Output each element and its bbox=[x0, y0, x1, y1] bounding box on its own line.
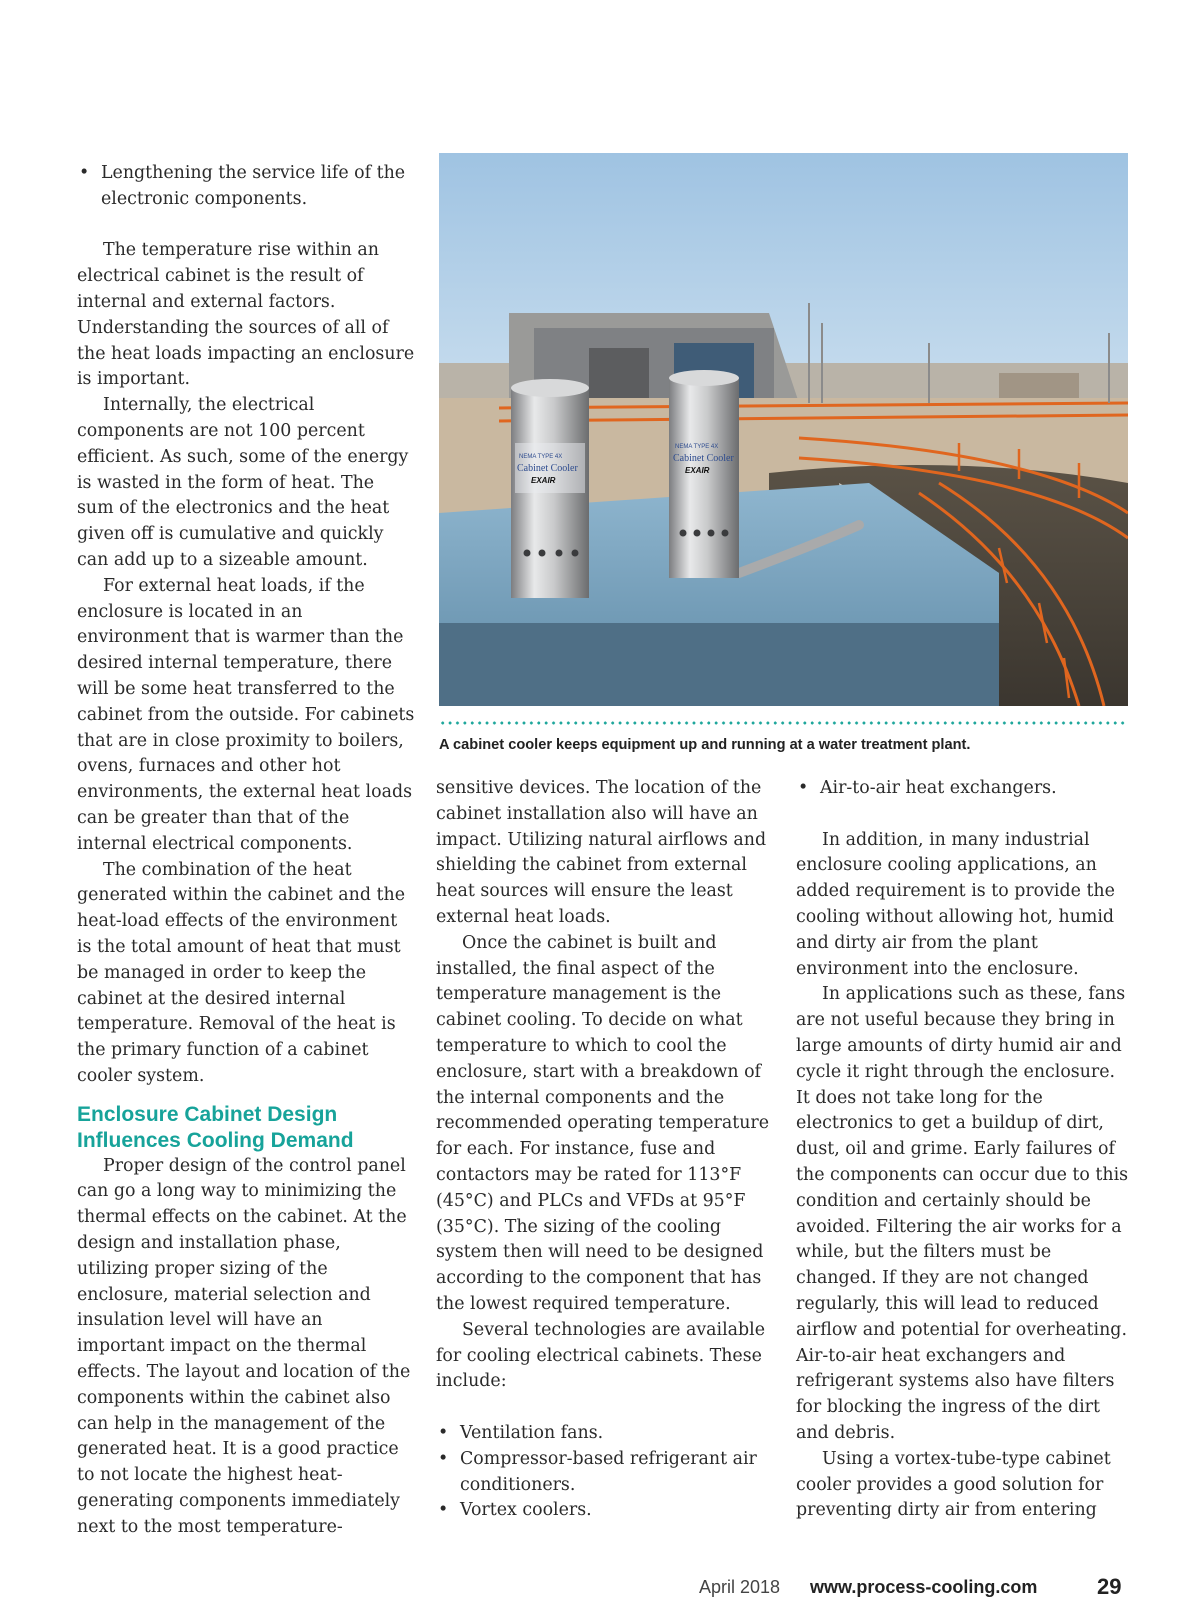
website-link[interactable]: www.process-cooling.com bbox=[810, 1577, 1038, 1597]
paragraph: Using a vortex-tube-type cabinet cooler provides a good solution for preventing dirty air from entering bbox=[796, 1448, 1111, 1521]
section-heading: Enclosure Cabinet Design Influences Cooling Demand bbox=[77, 1102, 354, 1152]
paragraph: sensitive devices. The location of the cabinet installation also will have an impact. Utilizing natural airflows and shielding the cabinet from external heat sources will ensure the least external heat loads. bbox=[436, 778, 767, 927]
paragraph: Internally, the electrical components are not 100 percent efficient. As such, some of the energy is wasted in the form of heat. The sum of the electronics and the heat given off is cumulative and quickly can add up to a sizeable amount. bbox=[77, 395, 409, 570]
paragraph: Proper design of the control panel can go a long way to minimizing the thermal effects on the cabinet. At the design and installation phase, utilizing proper sizing of the enclosure, material selection and insulation level will have an important impact on the thermal effects. The layout and location of the components within the cabinet also can help in the management of the generated heat. It is a good practice to not locate the highest heat-generating components immediately next to the most temperature- bbox=[77, 1155, 411, 1537]
bullet-item: • Vortex coolers. bbox=[436, 1498, 776, 1524]
column-3 bbox=[796, 776, 1132, 1524]
bullet-item: • Compressor-based refrigerant air conditioners. bbox=[438, 1448, 757, 1495]
cooler-label-small: NEMA TYPE 4X bbox=[675, 444, 719, 450]
column-2 bbox=[436, 776, 776, 1524]
caption-divider bbox=[439, 721, 1128, 725]
paragraph: Once the cabinet is built and installed, the final aspect of the temperature management is the cabinet cooling. To decide on what temperature to which to cool the enclosure, start with a breakdown of the internal components and the recommended operating temperature for each. For instance, fuse and contactors may be rated for 113°F (45°C) and PLCs and VFDs at 95°F (35°C). The sizing of the cooling system then will need to be designed according to the component that has the lowest required temperature. bbox=[436, 932, 770, 1314]
cabinet-cooler-photo bbox=[439, 153, 1128, 706]
cooler-brand: EXAIR bbox=[685, 466, 710, 475]
photo-caption: A cabinet cooler keeps equipment up and running at a water treatment plant. bbox=[439, 737, 971, 753]
cooler-label-small: NEMA TYPE 4X bbox=[519, 454, 563, 460]
column-1 bbox=[77, 161, 415, 1541]
issue-date: April 2018 bbox=[699, 1577, 781, 1597]
bullet-item: • Lengthening the service life of the electronic components. bbox=[79, 163, 406, 209]
paragraph: The combination of the heat generated within the cabinet and the heat-load effects of the environment is the total amount of heat that must be managed in order to keep the cabinet at the desired internal temperature. Removal of the heat is the primary function of a cabinet cooler system. bbox=[77, 859, 405, 1086]
bullet-icon: • bbox=[798, 778, 809, 798]
cooler-brand: EXAIR bbox=[531, 476, 556, 485]
page-footer bbox=[0, 1574, 1200, 1607]
bullet-item: • Air-to-air heat exchangers. bbox=[796, 776, 1132, 802]
bullet-icon: • bbox=[79, 163, 90, 183]
paragraph: In addition, in many industrial enclosure cooling applications, an added requirement is to provide the cooling without allowing hot, humid and dirty air from the plant environment into the enclosure. bbox=[796, 829, 1115, 979]
bullet-item: • Ventilation fans. bbox=[436, 1421, 776, 1447]
cooler-label: Cabinet Cooler bbox=[517, 463, 578, 474]
paragraph: Several technologies are available for cooling electrical cabinets. These include: bbox=[436, 1319, 765, 1392]
bullet-icon: • bbox=[438, 1448, 449, 1469]
paragraph: For external heat loads, if the enclosure is located in an environment that is warmer than the desired internal temperature, there will be some heat transferred to the cabinet from the outside. For cabinets that are in close proximity to boilers, ovens, furnaces and other hot environments, the external heat loads can be greater than that of the internal electrical components. bbox=[77, 575, 415, 854]
bullet-icon: • bbox=[438, 1500, 449, 1521]
bullet-icon: • bbox=[438, 1422, 449, 1443]
paragraph: The temperature rise within an electrical cabinet is the result of internal and external factors. Understanding the sources of all of the heat loads impacting an enclosure is important. bbox=[77, 240, 415, 390]
cooler-label: Cabinet Cooler bbox=[673, 453, 734, 464]
paragraph: In applications such as these, fans are not useful because they bring in large amounts of dirty humid air and cycle it right through the enclosure. It does not take long for the electronics to get a buildup of dirt, dust, oil and grime. Early failures of the components can occur due to this condition and certainly should be avoided. Filtering the air works for a while, but the filters must be changed. If they are not changed regularly, this will lead to reduced airflow and potential for overheating. Air-to-air heat exchangers and refrigerant systems also have filters for blocking the ingress of the dirt and debris. bbox=[796, 984, 1129, 1443]
page-number: 29 bbox=[1097, 1574, 1122, 1599]
